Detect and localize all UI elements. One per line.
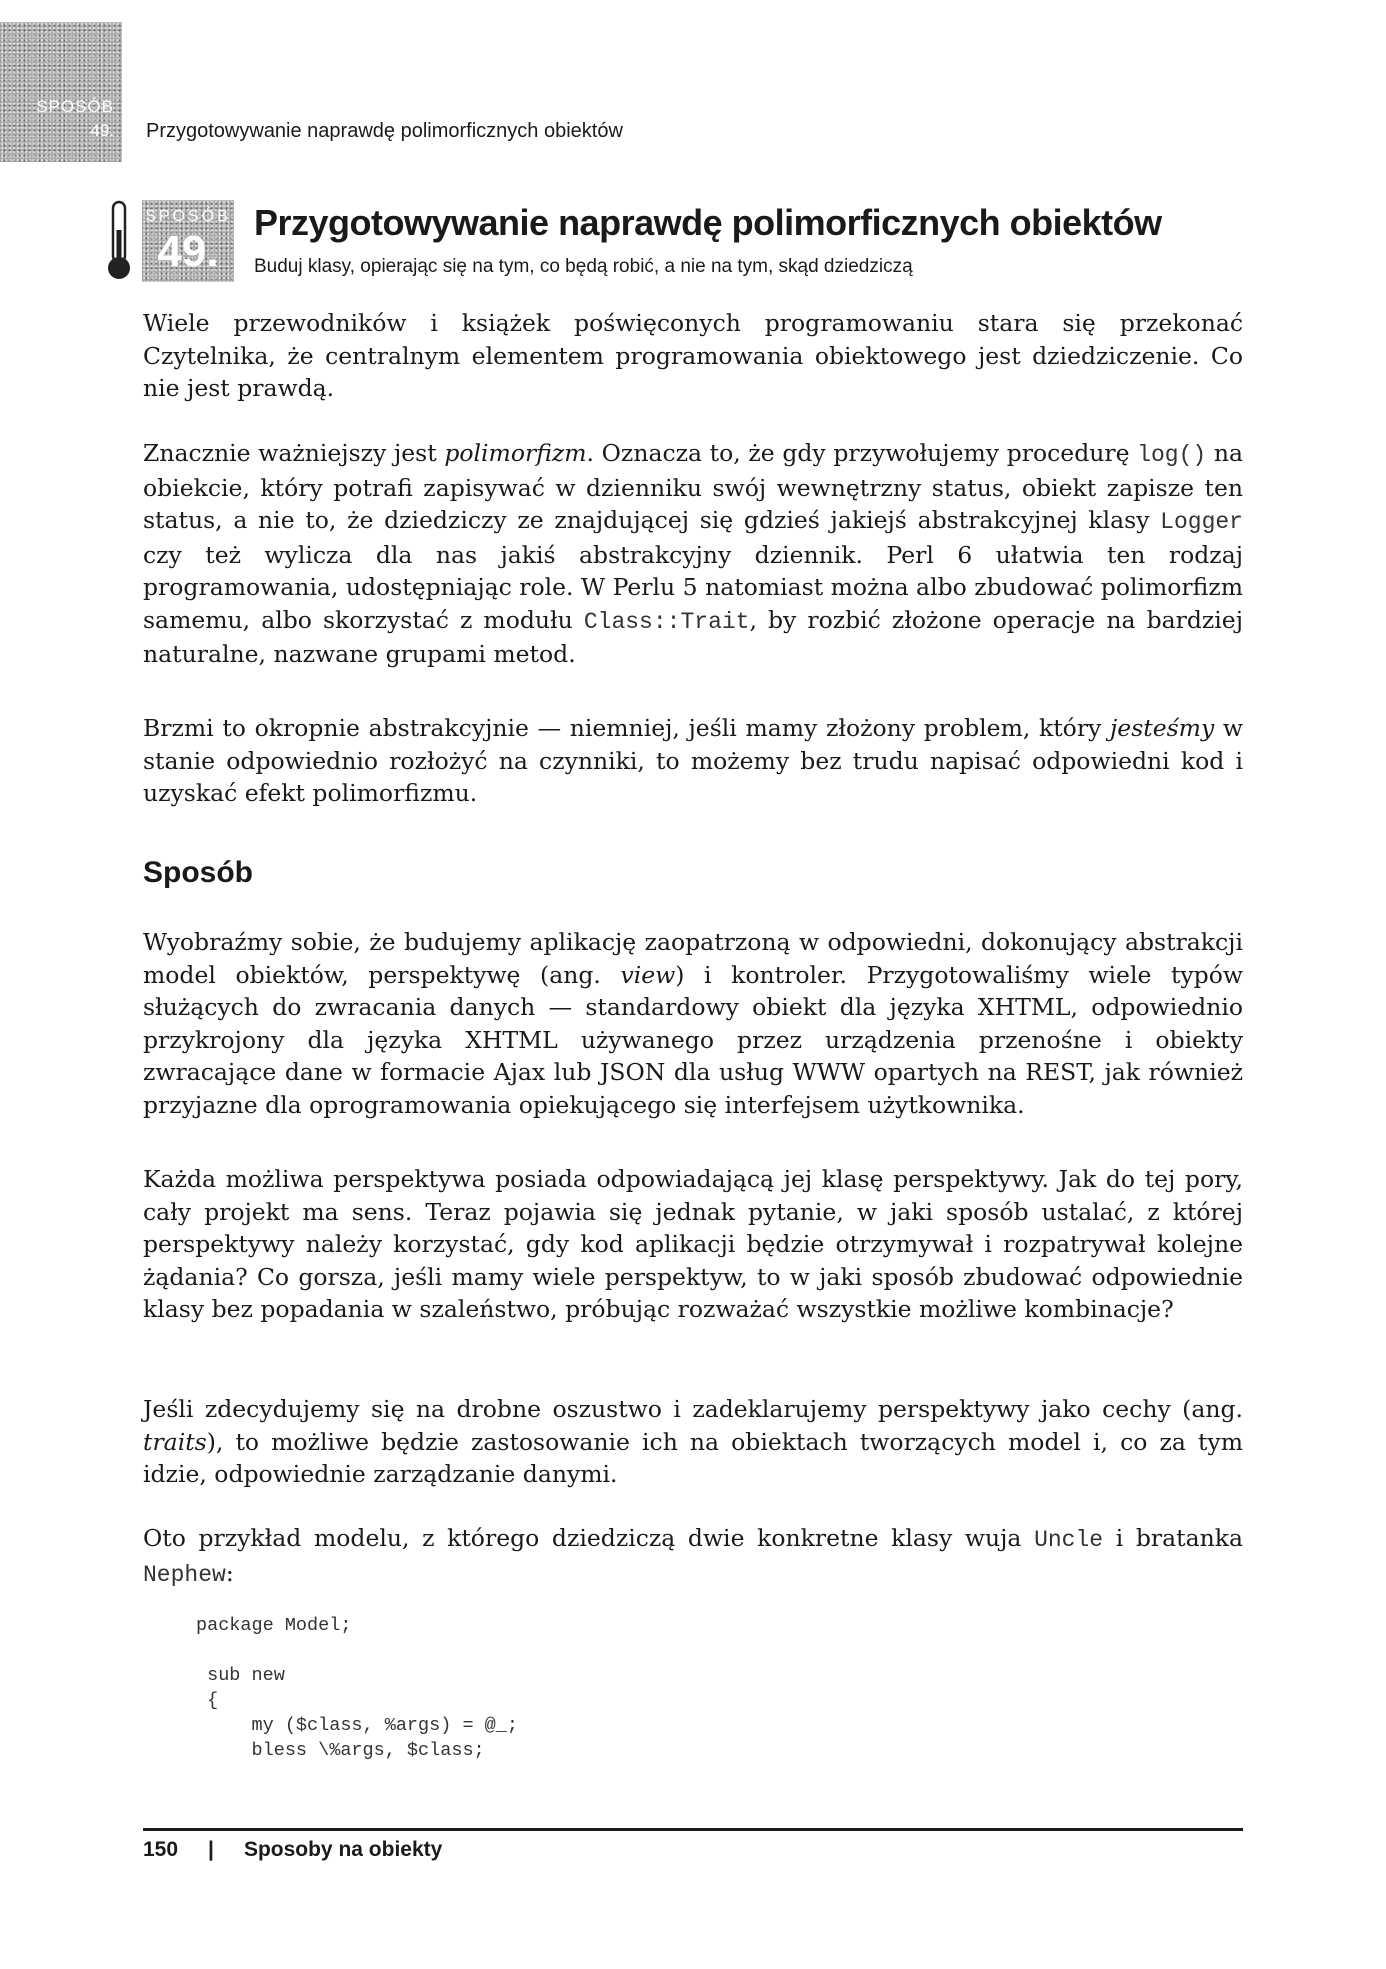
paragraph-6-emphasis: traits — [143, 1427, 207, 1456]
paragraph-2-text: czy też wylicza dla nas jakiś abstrakcyjny dziennik. Perl 6 ułatwia ten rodzaj programowania, udostępniając role. W Perlu 5 natomiast można albo zbudować polimorfizm samemu, albo skorzystać z modułu — [143, 540, 1243, 634]
paragraph-3-text: Brzmi to okropnie abstrakcyjnie — niemniej, jeśli mamy złożony problem, który — [143, 714, 1110, 742]
page-footer — [143, 1838, 442, 1862]
running-header-title: Przygotowywanie naprawdę polimorficznych obiektów — [146, 120, 623, 142]
paragraph-7-text: : — [225, 1558, 234, 1587]
inline-code-class-trait: Class::Trait — [583, 608, 750, 635]
paragraph-7 — [143, 1522, 1243, 1591]
paragraph-2-text: na obiekcie, który potrafi zapisywać w dzienniku swój wewnętrzny status, obiekt zapisze ten status, a nie to, że dziedziczy ze znajdującej się gdzieś jakiejś abstrakcyjnej klasy — [143, 439, 1244, 534]
paragraph-6-text: Jeśli zdecydujemy się na drobne oszustwo i zadeklarujemy perspektywy jako cechy (ang. — [143, 1395, 1243, 1423]
hack-number-box — [142, 200, 234, 282]
footer-rule — [143, 1828, 1243, 1831]
paragraph-2-text: Znacznie ważniejszy jest — [143, 439, 445, 467]
section-heading: Sposób — [143, 856, 253, 889]
book-title: Sposoby na obiekty — [243, 1838, 443, 1861]
paragraph-3-emphasis: jesteśmy — [1110, 714, 1215, 742]
hack-box-label: SPOSÓB — [145, 208, 231, 225]
running-header-tab — [0, 22, 122, 162]
paragraph-4 — [143, 926, 1243, 1121]
paragraph-4-text: ) i kontroler. Przygotowaliśmy wiele typów służących do zwracania danych — standardowy obiekt dla języka XHTML, odpowiednio przykrojony dla języka XHTML używanego przez urządzenia przenośne i obiekty zwracające dane w formacie Ajax lub JSON dla usług WWW opartych na REST, jak również przyjazne dla oprogramowania opiekującego się interfejsem użytkownika. — [143, 960, 1243, 1119]
hack-subtitle: Buduj klasy, opierając się na tym, co będą robić, a nie na tym, skąd dziedziczą — [254, 256, 913, 277]
paragraph-4-emphasis: view — [620, 960, 676, 989]
paragraph-2-text: . Oznacza to, że gdy przywołujemy procedurę — [586, 439, 1138, 467]
paragraph-4-text: Wyobraźmy sobie, że budujemy aplikację zaopatrzoną w odpowiedni, dokonujący abstrakcji model obiektów, perspektywę (ang. — [143, 928, 1243, 989]
running-header-tab-number: 49. — [90, 121, 114, 140]
paragraph-1: Wiele przewodników i książek poświęconych programowaniu stara się przekonać Czytelnika, że centralnym elementem programowania obiektowego jest dziedziczenie. Co nie jest prawdą. — [143, 309, 1243, 402]
paragraph-2-text: , by rozbić złożone operacje na bardziej naturalne, nazwane grupami metod. — [143, 605, 1243, 668]
hack-box-number: 49. — [157, 227, 219, 276]
running-header-tab-label: SPOSÓB — [36, 97, 114, 116]
paragraph-3 — [143, 712, 1243, 810]
paragraph-5: Każda możliwa perspektywa posiada odpowiadającą jej klasę perspektywy. Jak do tej pory, cały projekt ma sens. Teraz pojawia się jednak pytanie, w jaki sposób ustalać, z której perspektywy należy korzystać, gdy kod aplikacji będzie otrzymywał i rozpatrywał kolejne żądania? Co gorsza, jeśli mamy wiele perspektyw, to w jaki sposób zbudować odpowiednie klasy bez popadania w szaleństwo, próbując rozważać wszystkie możliwe kombinacje? — [143, 1165, 1243, 1323]
paragraph-7-text: Oto przykład modelu, z którego dziedziczą dwie konkretne klasy wuja — [143, 1524, 1035, 1552]
inline-code-nephew: Nephew — [143, 1561, 226, 1588]
paragraph-2-emphasis: polimorfizm — [444, 439, 587, 467]
footer-separator: | — [208, 1838, 214, 1861]
paragraph-7-text: i bratanka — [1103, 1524, 1243, 1552]
hack-title: Przygotowywanie naprawdę polimorficznych obiektów — [254, 202, 1162, 243]
paragraph-6 — [143, 1393, 1243, 1491]
paragraph-6-text: ), to możliwe będzie zastosowanie ich na obiektach tworzących model i, co za tym idzie, odpowiednie zarządzanie danymi. — [143, 1427, 1243, 1488]
inline-code-uncle: Uncle — [1034, 1527, 1104, 1553]
page-number: 150 — [143, 1838, 179, 1861]
paragraph-2 — [143, 437, 1243, 671]
paragraph-3-text: w stanie odpowiednio rozłożyć na czynniki, to możemy bez trudu napisać odpowiedni kod i uzyskać efekt polimorfizmu. — [143, 714, 1243, 807]
thermometer-icon — [104, 200, 134, 282]
inline-code-logger: Logger — [1160, 509, 1243, 535]
inline-code-log: log() — [1137, 442, 1207, 468]
code-listing: package Model; sub new { my ($class, %args) = @_; bless \%args, $class; — [196, 1615, 518, 1761]
